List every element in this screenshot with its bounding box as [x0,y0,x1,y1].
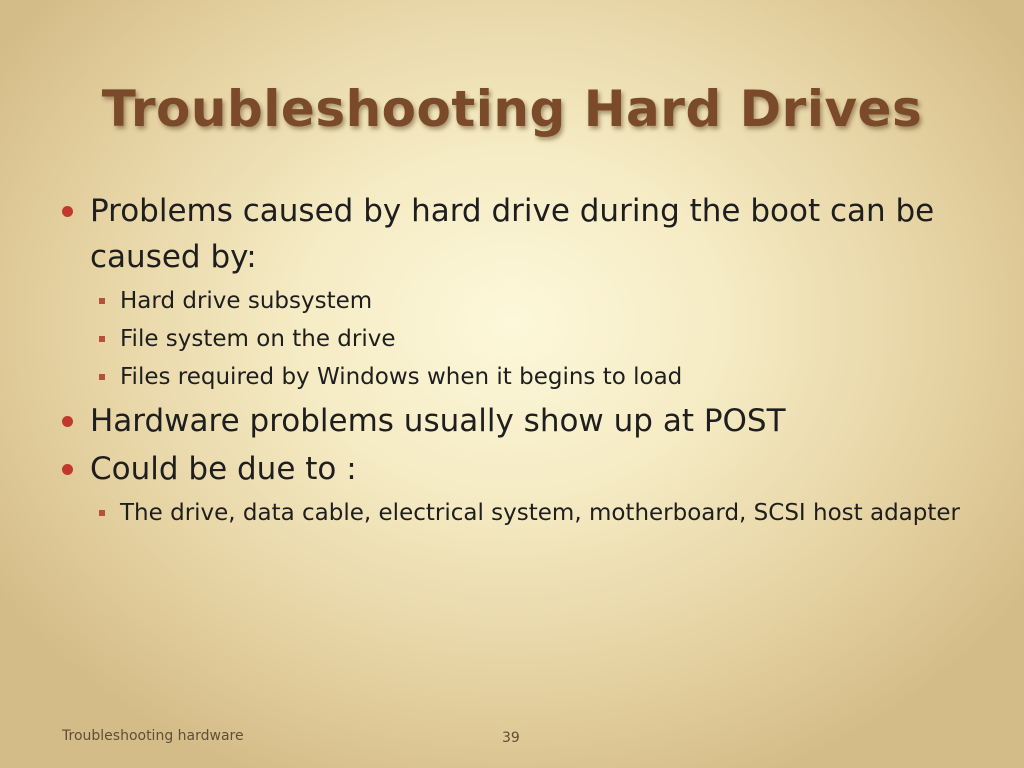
sub-bullet-text: Files required by Windows when it begins to load [120,364,683,390]
square-bullet-icon [99,374,105,380]
sub-bullet-item [60,494,960,532]
sub-bullet-item [60,358,960,396]
bullet-text: Hardware problems usually show up at POST [90,403,786,439]
sub-bullet-text: Hard drive subsystem [120,288,373,314]
sub-bullet-text: File system on the drive [120,326,396,352]
slide-content [60,188,960,532]
sub-bullet-item [60,320,960,358]
bullet-item [60,446,960,492]
bullet-dot-icon [62,206,73,217]
footer-text: Troubleshooting hardware [62,728,244,744]
square-bullet-icon [99,336,105,342]
slide-title: Troubleshooting Hard Drives [101,80,923,138]
bullet-text: Problems caused by hard drive during the boot can be caused by: [90,193,935,275]
bullet-dot-icon [62,416,73,427]
sub-bullet-text: The drive, data cable, electrical system, motherboard, SCSI host adapter [120,500,960,526]
bullet-item [60,398,960,444]
page-number: 39 [502,730,520,746]
square-bullet-icon [99,510,105,516]
bullet-dot-icon [62,464,73,475]
square-bullet-icon [99,298,105,304]
bullet-text: Could be due to : [90,451,357,487]
sub-bullet-item [60,282,960,320]
bullet-item [60,188,960,280]
